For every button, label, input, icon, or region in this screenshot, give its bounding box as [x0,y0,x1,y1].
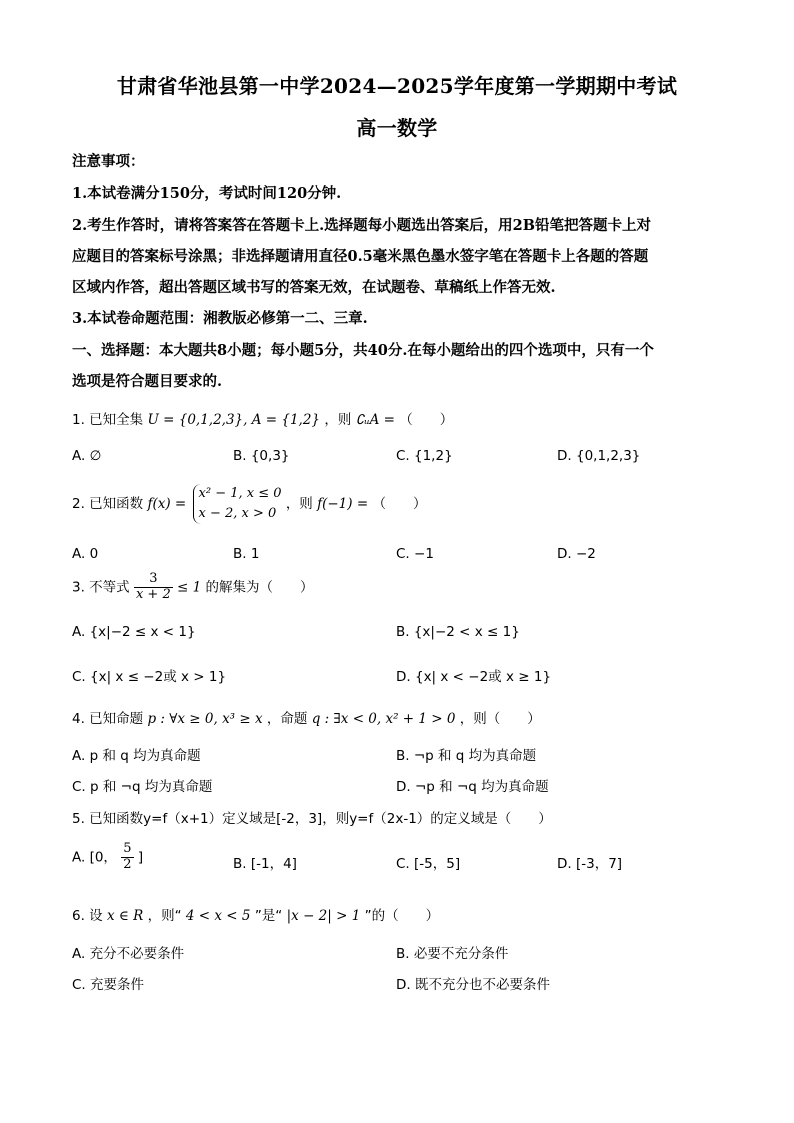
q1-option-d: D. {0,1,2,3} [557,448,641,464]
q1-text-c: （ ） [399,412,454,428]
notes-line-5: 3.本试卷命题范围：湘教版必修第一二、三章. [72,310,368,327]
notes-line-4: 区域内作答，超出答题区域书写的答案无效，在试题卷、草稿纸上作答无效. [72,279,556,296]
q5-frac-den: 2 [123,856,132,872]
q4-option-a: A. p 和 q 均为真命题 [72,748,201,764]
question-5-stem: 5. 已知函数y=f（x+1）定义域是[-2，3]，则y=f（2x-1）的定义域是（ ） [72,811,552,827]
q1-math-b: ∁ᵤA = [355,412,395,428]
q6-text-a: 6. 设 [72,908,103,924]
q1-option-b: B. {0,3} [233,448,290,464]
q3-frac-den: x + 2 [135,586,171,602]
q5-option-c: C. [-5，5] [396,856,461,872]
q2-math-b: f(−1) = [317,496,369,513]
q4-text-b: ，命题 [266,711,308,727]
exam-subtitle: 高一数学 [356,116,438,140]
q3-option-a: A. {x|−2 ≤ x < 1} [72,624,196,640]
notes-line-3: 应题目的答案标号涂黑；非选择题请用直径0.5毫米黑色墨水签字笔在答题卡上各题的答题 [72,248,649,265]
q6-option-d: D. 既不充分也不必要条件 [396,977,550,993]
q2-piecewise [193,484,282,524]
q2-math-a: f(x) = [147,496,187,513]
q5-option-a [72,842,143,873]
q2-piece-2: x − 2, x > 0 [198,506,277,522]
q2-text-c: （ ） [372,496,427,513]
q5-opt-a-prefix: A. [0， [72,849,117,866]
q1-math-a: U = {0,1,2,3}, A = {1,2} [147,412,321,428]
q2-piece-1: x² − 1, x ≤ 0 [198,486,282,501]
q6-math-a: x ∈ R [106,908,144,924]
question-4-stem [72,707,541,727]
q3-math-a: ≤ 1 [177,579,202,596]
q5-frac-num: 5 [123,841,132,856]
q3-frac-num: 3 [134,572,173,588]
q3-fraction [134,572,173,603]
q3-text-b: 的解集为（ ） [205,579,314,596]
q3-text-a: 3. 不等式 [72,579,130,596]
q4-text-c: ，则（ ） [459,711,541,727]
q2-option-b: B. 1 [233,546,260,562]
q4-math-b: q : ∃x < 0, x² + 1 > 0 [311,711,456,727]
q2-text-a: 2. 已知函数 [72,496,144,513]
q2-option-a: A. 0 [72,546,99,562]
q6-text-b: ，则“ [147,908,182,924]
question-1-stem [72,408,453,428]
notes-heading: 注意事项： [72,153,145,170]
q4-option-c: C. p 和 ¬q 均为真命题 [72,779,213,795]
q5-option-d: D. [-3，7] [557,856,623,872]
notes-line-1: 1.本试卷满分150分，考试时间120分钟. [72,185,342,202]
q3-option-c: C. {x| x ≤ −2或 x > 1} [72,669,227,685]
q1-option-a: A. ∅ [72,448,102,464]
q5-opt-a-fraction [121,842,133,873]
section-heading-line-1: 一、选择题：本大题共8小题；每小题5分，共40分.在每小题给出的四个选项中，只有一个 [72,342,654,359]
q6-option-a: A. 充分不必要条件 [72,946,185,962]
q6-text-d: ”的（ ） [364,908,440,924]
notes-line-2: 2.考生作答时，请将答案答在答题卡上.选择题每小题选出答案后，用2B铅笔把答题卡上对 [72,217,652,234]
exam-title: 甘肃省华池县第一中学2024—2025学年度第一学期期中考试 [116,74,678,98]
q4-option-d: D. ¬p 和 ¬q 均为真命题 [396,779,549,795]
q4-option-b: B. ¬p 和 q 均为真命题 [396,748,537,764]
q1-text-a: 1. 已知全集 [72,412,144,428]
q4-text-a: 4. 已知命题 [72,711,144,727]
q5-option-b: B. [-1，4] [233,856,297,872]
q1-option-c: C. {1,2} [396,448,453,464]
question-6-stem [72,904,439,924]
question-3-stem [72,572,314,603]
q5-opt-a-suffix: ] [137,849,144,866]
section-heading-line-2: 选项是符合题目要求的. [72,373,223,390]
q4-math-a: p : ∀x ≥ 0, x³ ≥ x [147,711,263,727]
q6-text-c: ”是“ [254,908,283,924]
q6-math-c: |x − 2| > 1 [286,908,361,924]
question-2-stem [72,484,426,524]
q2-option-c: C. −1 [396,546,434,562]
q6-option-b: B. 必要不充分条件 [396,946,509,962]
q2-text-b: ，则 [285,496,313,513]
q3-option-b: B. {x|−2 < x ≤ 1} [396,624,520,640]
q1-text-b: ，则 [324,412,352,428]
q3-option-d: D. {x| x < −2或 x ≥ 1} [396,669,552,685]
q6-math-b: 4 < x < 5 [185,908,251,924]
q2-option-d: D. −2 [557,546,596,562]
q6-option-c: C. 充要条件 [72,977,145,993]
